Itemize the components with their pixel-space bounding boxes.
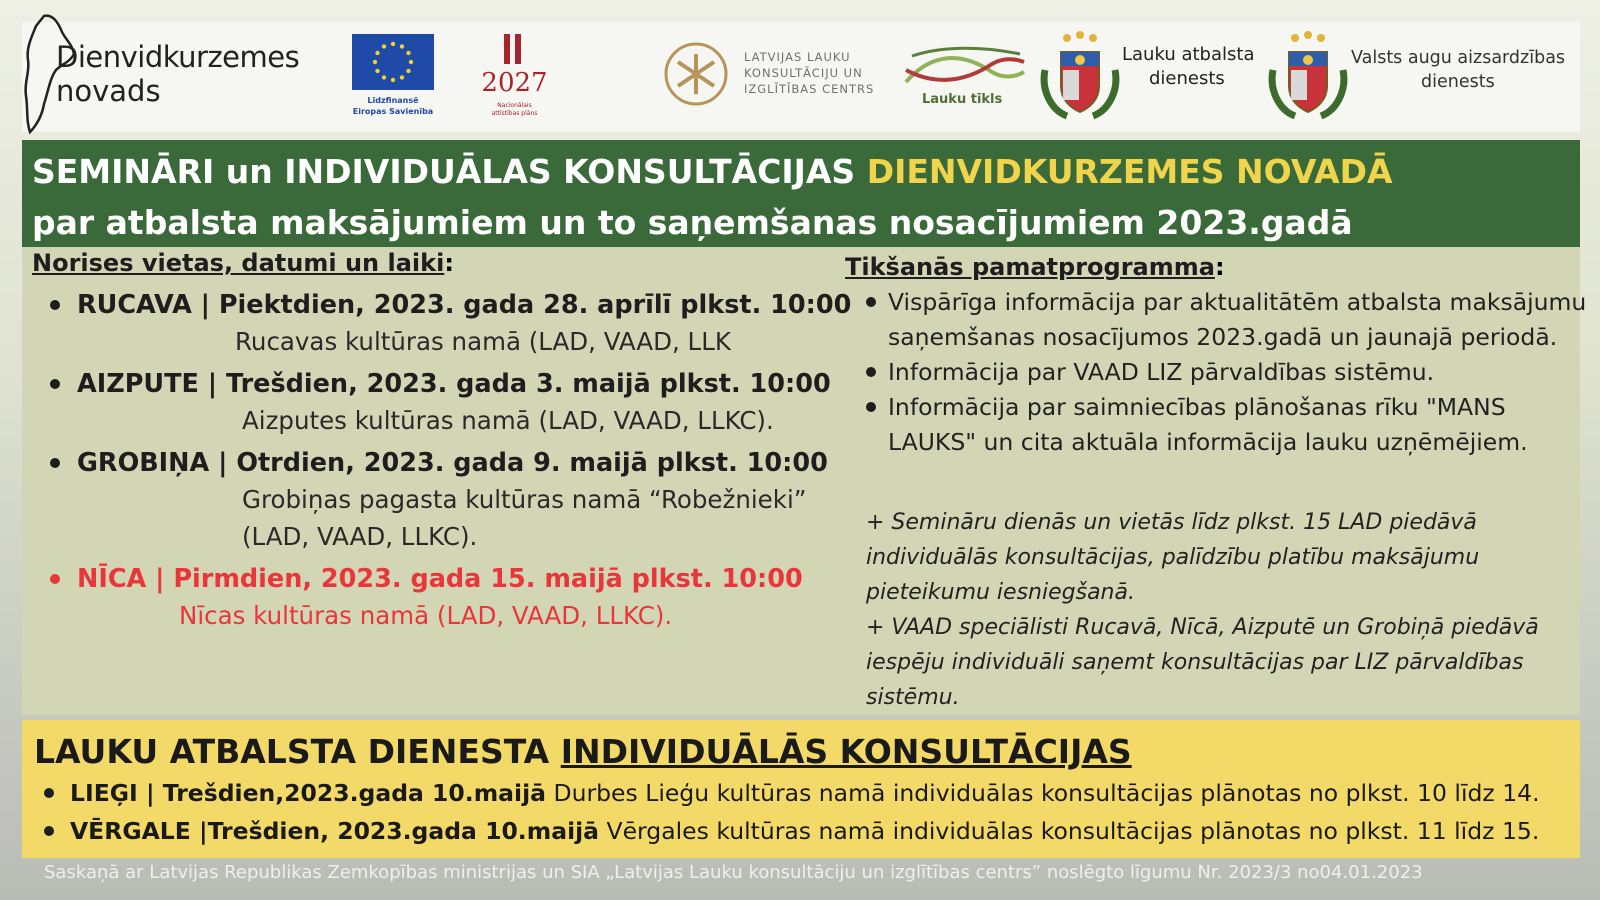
eu-caption-1: Līdzfinansē (367, 96, 419, 105)
lauku-tikls-logo (902, 42, 1027, 122)
venue-title: RUCAVA | Piektdien, 2023. gada 28. aprīlī plkst. 10:00 (77, 290, 852, 320)
llkc-line1: LATVIJAS LAUKU (744, 50, 851, 64)
vaad-line1: Valsts augu aizsardzības (1351, 48, 1566, 68)
vaad-line2: dienests (1421, 72, 1495, 92)
dkn-line2: novads (56, 74, 161, 108)
nap-caption-2: attīstības plāns (491, 110, 538, 117)
venue-item (77, 287, 857, 360)
nap-year: 2027 (481, 68, 548, 98)
bullet-icon (866, 402, 876, 412)
bullet-icon (866, 367, 876, 377)
vaad-logo (1265, 30, 1580, 126)
program-heading: Tikšanās pamatprogramma (845, 253, 1215, 281)
program-item (888, 390, 1588, 460)
eu-flag-icon (352, 34, 434, 90)
bullet-icon (50, 458, 60, 468)
venue-item (77, 445, 857, 555)
bullet-icon (44, 788, 54, 798)
lad-line1: Lauku atbalsta (1122, 44, 1255, 65)
title-highlight: DIENVIDKURZEMES NOVADĀ (866, 152, 1393, 191)
bullet-icon (50, 379, 60, 389)
program-item (888, 355, 1588, 390)
lad-logo (1037, 30, 1267, 126)
venues-heading: Norises vietas, datumi un laiki (32, 249, 445, 277)
llkc-emblem-icon (662, 40, 730, 108)
nap-caption-1: Nacionālais (497, 102, 532, 109)
title-banner (22, 140, 1580, 247)
venue-list (77, 287, 857, 640)
venue-place: Aizputes kultūras namā (LAD, VAAD, LLKC). (242, 406, 774, 435)
venue-item (77, 366, 857, 439)
venues-colon: : (444, 249, 454, 277)
consultation-item (70, 812, 1580, 850)
program-item (888, 285, 1588, 355)
lauku-tikls-label: Lauku tīkls (922, 92, 1003, 107)
title-line1 (32, 146, 1570, 197)
llkc-line3: IZGLĪTĪBAS CENTRS (744, 82, 875, 96)
logo-bar (22, 22, 1580, 132)
bullet-icon (866, 297, 876, 307)
venue-place-continued: (LAD, VAAD, LLKC). (242, 522, 478, 551)
venue-item-highlighted (77, 561, 857, 634)
latvia-coat-of-arms-icon (1037, 30, 1123, 122)
venue-place: Grobiņas pagasta kultūras namā “Robežnieki” (242, 485, 807, 514)
program-item-text: Informācija par VAAD LIZ pārvaldības sistēmu. (888, 358, 1435, 386)
llkc-line2: KONSULTĀCIJU UN (744, 66, 863, 80)
dkn-line1: Dienvidkurzemes (56, 40, 300, 74)
venue-title: AIZPUTE | Trešdien, 2023. gada 3. maijā plkst. 10:00 (77, 369, 831, 399)
venue-title: NĪCA | Pirmdien, 2023. gada 15. maijā plkst. 10:00 (77, 564, 803, 594)
venue-place: Rucavas kultūras namā (LAD, VAAD, LLK (235, 327, 731, 356)
dienvidkurzemes-logo (22, 12, 322, 137)
note-vaad: + VAAD speciālisti Rucavā, Nīcā, Aizputē un Grobiņā piedāvā iespēju individuāli saņemt konsultācijas par LIZ pārvaldības sistēmu. (866, 615, 1539, 710)
title-line2: par atbalsta maksājumiem un to saņemšanas nosacījumiem 2023.gadā (32, 203, 1353, 242)
program-heading-row (845, 253, 1225, 281)
consultation-date: VĒRGALE |Trešdien, 2023.gada 10.maijā (70, 817, 600, 845)
lad-line2: dienests (1149, 68, 1225, 89)
bullet-icon (50, 574, 60, 584)
bullet-icon (44, 826, 54, 836)
program-item-text: Vispārīga informācija par aktualitātēm atbalsta maksājumu saņemšanas nosacījumos 2023.gadā un jaunajā periodā. (888, 288, 1587, 351)
eu-caption-2: Eiropas Savienība (352, 107, 434, 116)
program-colon: : (1214, 253, 1225, 281)
venue-title: GROBIŅA | Otrdien, 2023. gada 9. maijā plkst. 10:00 (77, 448, 828, 478)
note-lad: + Semināru dienās un vietās līdz plkst. 15 LAD piedāvā individuālās konsultācijas, palīdzību platību maksājumu pieteikumu iesniegšanā. (866, 510, 1480, 605)
eu-logo (352, 34, 438, 120)
consultation-text: Durbes Lieģu kultūras namā individuālas konsultācijas plānotas no plkst. 10 līdz 14. (546, 779, 1540, 807)
main-panel (22, 247, 1587, 715)
consultation-text: Vērgales kultūras namā individuālas konsultācijas plānotas no plkst. 11 līdz 15. (599, 817, 1540, 845)
llkc-logo (662, 40, 882, 110)
heading-part1: LAUKU ATBALSTA DIENESTA (34, 732, 561, 771)
program-list (888, 285, 1588, 460)
nap-2027-logo (477, 32, 552, 122)
consultation-item (70, 774, 1580, 812)
nap-bars-icon (477, 32, 552, 68)
title-part1: SEMINĀRI un INDIVIDUĀLAS KONSULTĀCIJAS (32, 152, 867, 191)
lad-consultations-heading (34, 732, 1132, 771)
lad-consultations-list (70, 774, 1580, 850)
bullet-icon (50, 300, 60, 310)
venues-heading-row (32, 249, 454, 277)
program-item-text: Informācija par saimniecības plānošanas rīku "MANS LAUKS" un cita aktuāla informācija lauku uzņēmējiem. (888, 393, 1528, 456)
footer-note: Saskaņā ar Latvijas Republikas Zemkopības ministrijas un SIA „Latvijas Lauku konsultāciju un izglītības centrs” noslēgto līgumu Nr. 2023/3 no04.01.2023 (44, 862, 1423, 883)
consultation-date: LIEĢI | Trešdien,2023.gada 10.maijā (70, 779, 547, 807)
lauku-tikls-waves-icon (902, 42, 1027, 92)
heading-part2: INDIVIDUĀLĀS KONSULTĀCIJAS (560, 732, 1132, 771)
latvia-coat-of-arms-icon (1265, 30, 1351, 122)
venue-place: Nīcas kultūras namā (LAD, VAAD, LLKC). (179, 601, 673, 630)
program-notes (866, 505, 1586, 715)
lad-consultations-panel (22, 720, 1580, 858)
